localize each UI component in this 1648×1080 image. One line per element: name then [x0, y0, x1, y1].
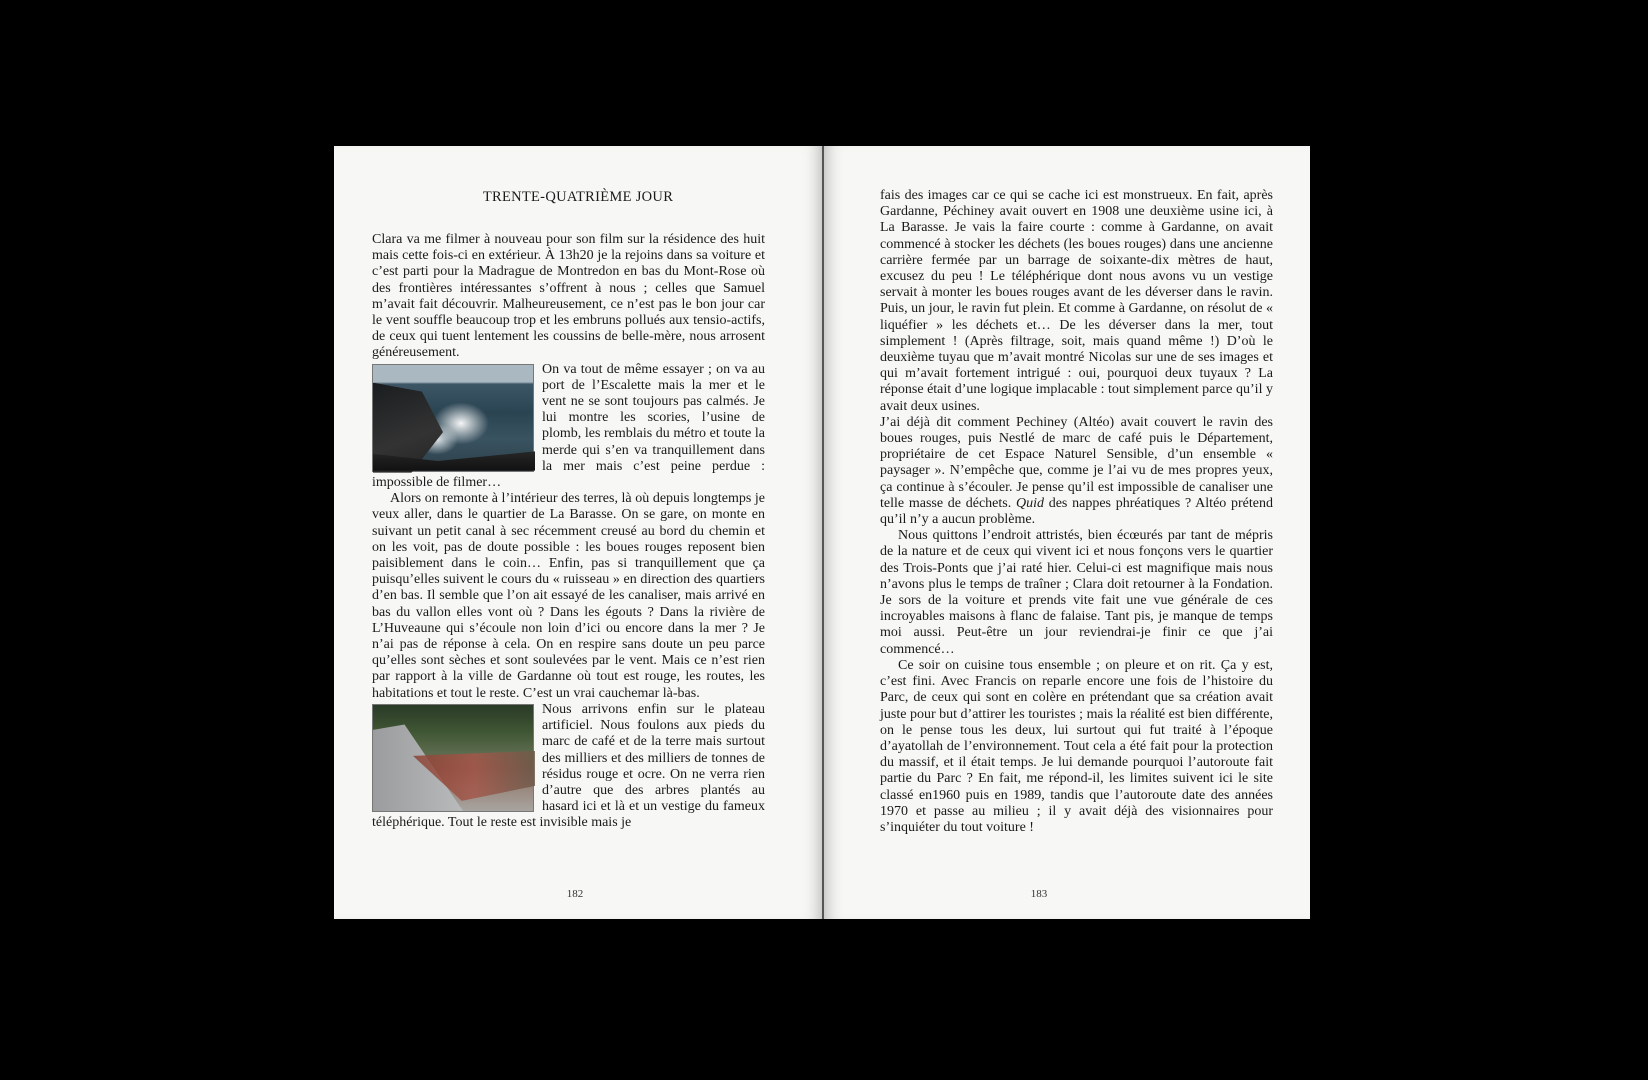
text-run: J’ai déjà dit comment Pechiney (Altéo) avait couvert le ravin des boues rouges, puis Nestlé de marc de café puis le Département, propriétaire de cet Espace Naturel Sensible, d’un ensemble « paysager ». N’empêche que, comme je l’ai vu de mes propres yeux, ça continue à s’écouler. Je pense qu’il est impossible de canaliser une telle masse de déchets. [880, 414, 1273, 511]
left-page [334, 146, 822, 919]
paragraph: Clara va me filmer à nouveau pour son film sur la résidence des huit mais cette fois-ci en extérieur. À 13h20 je la rejoins dans sa voiture et c’est parti pour la Madrague de Montredon en bas du Mont-Rose où des frontières intéressantes s’offrent à nous ; celles que Samuel m’avait fait découvrir. Malheureusement, ce n’est pas le bon jour car le vent souffle beaucoup trop et les embruns pollués aux tensio-actifs, de ceux qui tuent lentement les coussins de belle-mère, nous arrosent généreusement. [372, 232, 765, 361]
right-page [824, 146, 1310, 919]
paragraph: Alors on remonte à l’intérieur des terres, là où depuis longtemps je veux aller, dans le quartier de La Barasse. On se gare, on monte en suivant un petit canal à sec récemment creusé au bord du chemin et on les voit, pas de doute possible : les boues rouges reposent bien paisiblement dans le coin… Enfin, pas si tranquillement que ça puisqu’elles suivent le cours du « ruisseau » en direction des quartiers d’en bas. Il semble que l’on ait essayé de les canaliser, mais arrivé en bas du vallon elles vont où ? Dans les égouts ? Dans la rivière de L’Huveaune qui s’écoule non loin d’ici ou encore dans la mer ? Je n’ai pas de réponse à cela. On en respire sans doute un peu parce qu’elles sont sèches et sont soulevées par le vent. Mais ce n’est rien par rapport à la ville de Gardanne où tout est rouge, les routes, les habitations et tout le reste. C’est un vrai cauchemar là-bas. [372, 491, 765, 701]
red-mud-path-photo [372, 704, 534, 812]
paragraph: On va tout de même essayer ; on va au port de l’Escalette mais la mer et le vent ne se sont toujours pas calmés. Je lui montre les scories, l’usine de plomb, les remblais du métro et toute la merde qui s’en va tranquillement dans la mer mais c’est peine perdue : impossible de filmer… [372, 361, 765, 491]
waves-photo [372, 364, 534, 472]
italic-word: Quid [1015, 495, 1044, 511]
paragraph [880, 415, 1273, 528]
book-spread [334, 146, 1310, 919]
paragraph: fais des images car ce qui se cache ici est monstrueux. En fait, après Gardanne, Péchiney avait ouvert en 1908 une deuxième usine ici, à La Barasse. Je vais la faire courte : comme à Gardanne, on avait commencé à stocker les déchets (les boues rouges) dans une ancienne carrière fermée par un barrage de soixante-dix mètres de haut, excusez du peu ! Le téléphérique dont nous avons vu un vestige servait à monter les boues rouges avant de les déverser dans le ravin. Puis, un jour, le ravin fut plein. Et comme à Gardanne, on résolut de « liquéfier » les déchets et… De les déverser dans la mer, tout simplement ! (Après filtrage, soit, mais quand même !) D’où le deuxième tuyau que m’avait montré Nicolas sur une de ses images et qui m’avait fortement intrigué : oui, pourquoi deux tuyaux ? La réponse était d’une logique implacable : tout simplement parce qu’il y avait deux usines. [880, 188, 1273, 414]
page-number: 183 [1030, 888, 1048, 900]
page-number: 182 [566, 888, 584, 900]
paragraph: Nous arrivons enfin sur le plateau artificiel. Nous foulons aux pieds du marc de café et de la terre mais surtout des milliers et des milliers de tonnes de résidus rouge et ocre. On ne verra rien d’autre que des arbres plantés au hasard ici et là et un vestige du fameux téléphérique. Tout le reste est invisible mais je [372, 701, 765, 831]
text-run: des nappes phréatiques ? Altéo prétend qu’il n’y a aucun problème. [880, 495, 1273, 528]
chapter-title: TRENTE-QUATRIÈME JOUR [482, 189, 674, 205]
paragraph: Nous quittons l’endroit attristés, bien écœurés par tant de mépris de la nature et de ceux qui vivent ici et nous fonçons vers le quartier des Trois-Ponts que j’ai raté hier. Celui-ci est magnifique mais nous n’avons plus le temps de traîner ; Clara doit retourner à la Fondation. Je sors de la voiture et prends vite fait une vue générale de ces incroyables maisons à flanc de falaise. Tant pis, je manque de temps moi aussi. Peut-être un jour reviendrai-je finir ce que j’ai commencé… [880, 528, 1273, 657]
left-page-text [372, 232, 765, 832]
right-page-text [880, 188, 1273, 836]
paragraph: Ce soir on cuisine tous ensemble ; on pleure et on rit. Ça y est, c’est fini. Avec Francis on reparle encore une fois de l’histoire du Parc, de ceux qui sont en colère en prétendant que sa création avait juste pour but d’attirer les touristes ; mais la réalité est bien différente, on le pense tous les deux, lui surtout qui fut traité à l’époque d’ayatollah de l’environnement. Tout cela a été fait pour la protection du massif, et il était temps. Je lui demande pourquoi l’autoroute fait partie du Parc ? En fait, me répond-il, les limites suivent ici le site classé en1960 puis en 1989, tandis que l’autoroute date des années 1970 et passe au milieu ; il y avait déjà des visionnaires pour s’inquiéter du tout voiture ! [880, 657, 1273, 835]
